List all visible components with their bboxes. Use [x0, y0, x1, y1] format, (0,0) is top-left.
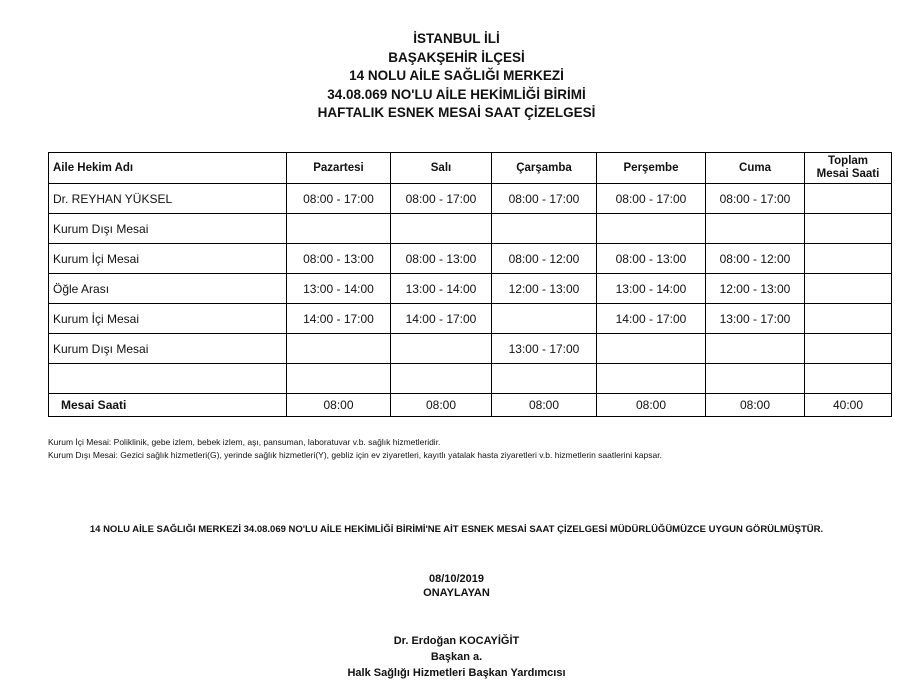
cell-total — [805, 274, 892, 304]
column-header-tuesday: Salı — [391, 153, 492, 184]
approval-date: 08/10/2019 — [428, 573, 485, 585]
column-header-monday: Pazartesi — [287, 153, 391, 184]
signatory-name: Dr. Erdoğan KOCAYİĞİT — [393, 635, 520, 647]
header-province: İSTANBUL İLİ — [413, 31, 500, 46]
cell-tuesday: 08:00 - 13:00 — [391, 244, 492, 274]
row-label: Kurum İçi Mesai — [49, 304, 287, 334]
cell-tuesday: 13:00 - 14:00 — [391, 274, 492, 304]
table-row — [49, 214, 892, 244]
total-row-label: Mesai Saati — [49, 394, 287, 417]
table-row — [49, 304, 892, 334]
column-header-doctor-name: Aile Hekim Adı — [49, 153, 287, 184]
row-label: Dr. REYHAN YÜKSEL — [49, 184, 287, 214]
cell-tuesday: 14:00 - 17:00 — [391, 304, 492, 334]
cell-total — [805, 334, 892, 364]
row-label: Kurum Dışı Mesai — [49, 214, 287, 244]
cell-total — [805, 304, 892, 334]
footnotes — [48, 436, 662, 462]
cell-friday — [706, 334, 805, 364]
row-label — [49, 364, 287, 394]
cell-thursday — [597, 334, 706, 364]
cell-wednesday: 08:00 - 17:00 — [492, 184, 597, 214]
footnote-external-hours: Kurum Dışı Mesai: Gezici sağlık hizmetleri(G), yerinde sağlık hizmetleri(Y), gebliz için ev ziyaretleri, kayıtlı yatalak hasta ziyaretleri v.b. hizmetlerin saatlerini kapsar. — [48, 450, 662, 460]
header-health-center: 14 NOLU AİLE SAĞLIĞI MERKEZİ — [349, 68, 564, 83]
cell-wednesday: 12:00 - 13:00 — [492, 274, 597, 304]
cell-wednesday — [492, 214, 597, 244]
cell-monday — [287, 214, 391, 244]
cell-monday: 08:00 - 17:00 — [287, 184, 391, 214]
cell-tuesday — [391, 364, 492, 394]
table-row — [49, 184, 892, 214]
cell-total — [805, 244, 892, 274]
total-tuesday: 08:00 — [391, 394, 492, 417]
total-friday: 08:00 — [706, 394, 805, 417]
signature-block — [0, 633, 913, 681]
cell-thursday — [597, 364, 706, 394]
cell-tuesday: 08:00 - 17:00 — [391, 184, 492, 214]
approval-label: ONAYLAYAN — [423, 587, 490, 599]
column-header-thursday: Perşembe — [597, 153, 706, 184]
table-header-row — [49, 153, 892, 184]
column-header-total-hours — [805, 153, 892, 184]
cell-thursday: 08:00 - 13:00 — [597, 244, 706, 274]
total-header-line2: Mesai Saati — [816, 168, 880, 180]
cell-monday — [287, 364, 391, 394]
cell-total — [805, 364, 892, 394]
table-row — [49, 274, 892, 304]
cell-total — [805, 184, 892, 214]
cell-total — [805, 214, 892, 244]
row-label: Kurum İçi Mesai — [49, 244, 287, 274]
cell-thursday — [597, 214, 706, 244]
column-header-wednesday: Çarşamba — [492, 153, 597, 184]
cell-monday: 14:00 - 17:00 — [287, 304, 391, 334]
cell-friday — [706, 364, 805, 394]
signatory-title: Başkan a. — [430, 651, 483, 663]
header-schedule-title: HAFTALIK ESNEK MESAİ SAAT ÇİZELGESİ — [317, 105, 596, 120]
cell-friday — [706, 214, 805, 244]
table-body — [49, 184, 892, 394]
row-label: Kurum Dışı Mesai — [49, 334, 287, 364]
cell-tuesday — [391, 334, 492, 364]
cell-wednesday: 13:00 - 17:00 — [492, 334, 597, 364]
approval-block — [0, 572, 913, 600]
table-total-row — [49, 394, 892, 417]
cell-friday: 13:00 - 17:00 — [706, 304, 805, 334]
table-row — [49, 244, 892, 274]
total-header-line1: Toplam — [827, 155, 869, 167]
document-header — [0, 30, 913, 123]
cell-monday: 13:00 - 14:00 — [287, 274, 391, 304]
cell-tuesday — [391, 214, 492, 244]
table-row — [49, 334, 892, 364]
header-district: BAŞAKŞEHİR İLÇESİ — [388, 49, 525, 65]
column-header-friday: Cuma — [706, 153, 805, 184]
cell-thursday: 14:00 - 17:00 — [597, 304, 706, 334]
weekly-schedule-table — [48, 152, 892, 417]
footnote-internal-hours: Kurum İçi Mesai: Poliklinik, gebe izlem, bebek izlem, aşı, pansuman, laboratuvar v.b. sağlık hizmetleridir. — [48, 437, 441, 447]
header-family-medicine-unit: 34.08.069 NO'LU AİLE HEKİMLİĞİ BİRİMİ — [327, 86, 586, 102]
cell-wednesday: 08:00 - 12:00 — [492, 244, 597, 274]
cell-wednesday — [492, 364, 597, 394]
total-monday: 08:00 — [287, 394, 391, 417]
cell-friday: 12:00 - 13:00 — [706, 274, 805, 304]
cell-thursday: 08:00 - 17:00 — [597, 184, 706, 214]
total-weekly-hours: 40:00 — [805, 394, 892, 417]
total-wednesday: 08:00 — [492, 394, 597, 417]
row-label: Öğle Arası — [49, 274, 287, 304]
cell-monday: 08:00 - 13:00 — [287, 244, 391, 274]
cell-wednesday — [492, 304, 597, 334]
cell-monday — [287, 334, 391, 364]
approval-statement: 14 NOLU AİLE SAĞLIĞI MERKEZİ 34.08.069 NO'LU AİLE HEKİMLİĞİ BİRİMİ'NE AİT ESNEK MESAİ SAAT ÇİZELGESİ MÜDÜRLÜĞÜMÜZCE UYGUN GÖRÜLMÜŞTÜR. — [89, 524, 824, 535]
table-row — [49, 364, 892, 394]
cell-friday: 08:00 - 17:00 — [706, 184, 805, 214]
signatory-position: Halk Sağlığı Hizmetleri Başkan Yardımcısı — [347, 667, 566, 679]
cell-friday: 08:00 - 12:00 — [706, 244, 805, 274]
cell-thursday: 13:00 - 14:00 — [597, 274, 706, 304]
total-thursday: 08:00 — [597, 394, 706, 417]
